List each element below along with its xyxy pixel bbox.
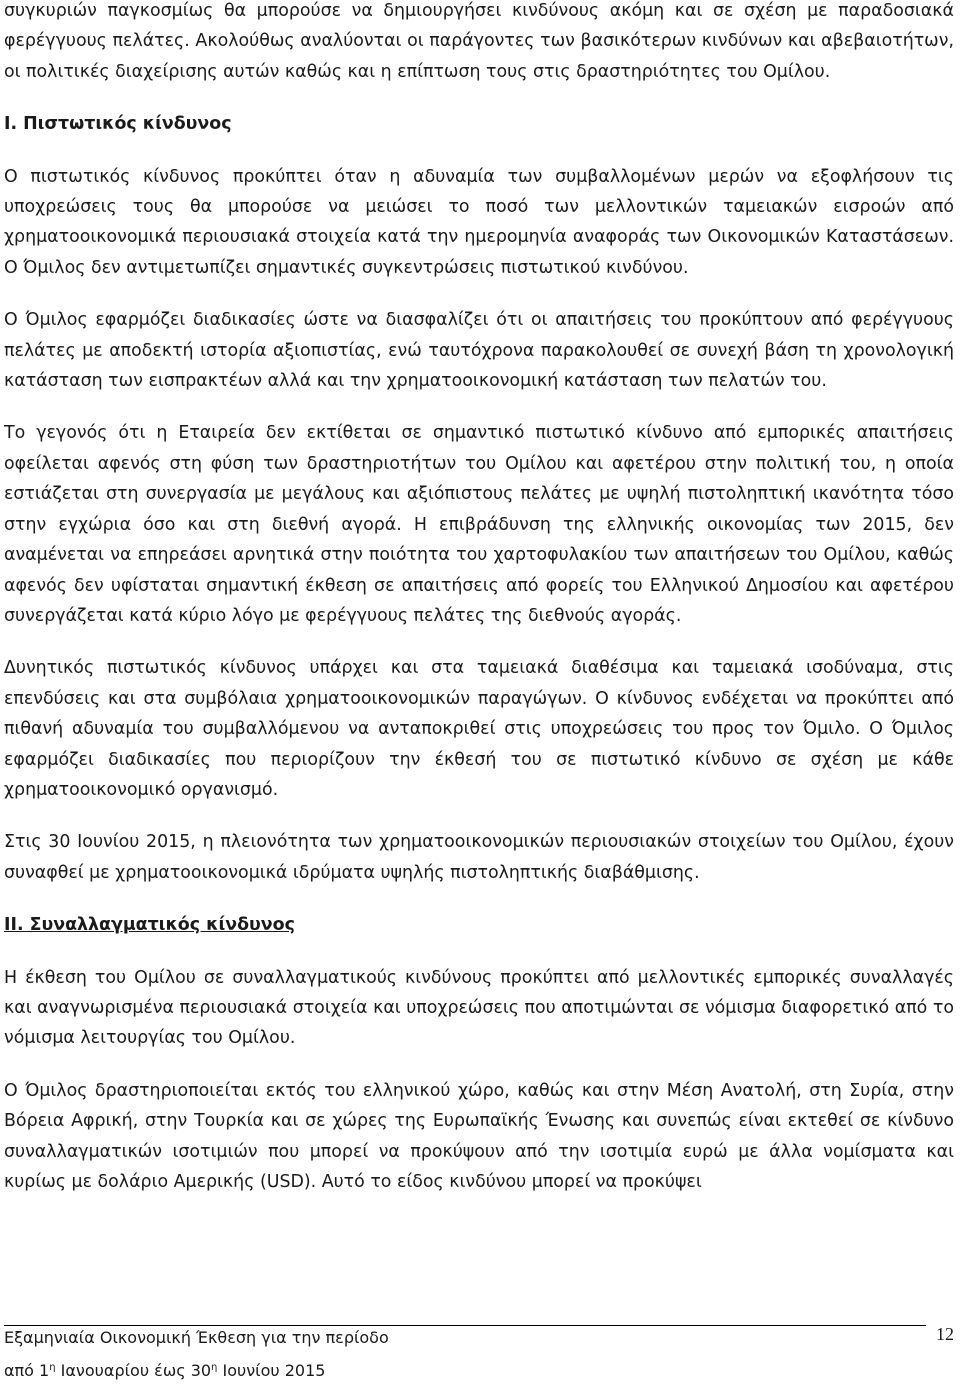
intro-paragraph: συγκυριών παγκοσμίως θα μπορούσε να δημιουργήσει κινδύνους ακόμη και σε σχέση με παραδοσιακά φερέγγυους πελάτες. Ακολούθως αναλύονται οι παράγοντες των βασικότερων κινδύνων και αβεβαιοτήτων, οι πολιτικές διαχείρισης αυτών καθώς και η επίπτωση τους στις δραστηριότητες του Ομίλου. <box>4 1 954 82</box>
document-page <box>4 0 954 1219</box>
footer-divider <box>4 1325 926 1326</box>
credit-risk-paragraph-4: Δυνητικός πιστωτικός κίνδυνος υπάρχει και στα ταμειακά διαθέσιμα και ταμειακά ισοδύναμα, στις επενδύσεις και στα συμβόλαια χρηματοοικονομικών παραγώγων. Ο κίνδυνος ενδέχεται να προκύπτει από πιθανή αδυναμία του συμβαλλόμενου να ανταποκριθεί στις υποχρεώσεις του προς τον Όμιλο. Ο Όμιλος εφαρμόζει διαδικασίες που περιορίζουν την έκθεσή του σε πιστωτικό κίνδυνο σε σχέση με κάθε χρηματοοικονομικό οργανισμό. <box>4 658 954 800</box>
credit-risk-paragraph-1: Ο πιστωτικός κίνδυνος προκύπτει όταν η αδυναμία των συμβαλλομένων μερών να εξοφλήσουν τις υποχρεώσεις τους θα μπορούσε να μειώσει το ποσό των μελλοντικών ταμειακών εισροών από χρηματοοικονομικά περιουσιακά στοιχεία κατά την ημερομηνία αναφοράς των Οικονομικών Καταστάσεων. Ο Όμιλος δεν αντιμετωπίζει σημαντικές συγκεντρώσεις πιστωτικού κινδύνου. <box>4 166 954 278</box>
page-number: 12 <box>936 1324 954 1344</box>
credit-risk-paragraph-2: Ο Όμιλος εφαρμόζει διαδικασίες ώστε να διασφαλίζει ότι οι απαιτήσεις του προκύπτουν από φερέγγυους πελάτες με αποδεκτή ιστορία αξιοπιστίας, ενώ ταυτόχρονα παρακολουθεί σε συνεχή βάση τη χρονολογική κατάσταση των εισπρακτέων αλλά και την χρηματοοικονομική κατάσταση των πελατών του. <box>4 310 954 392</box>
credit-risk-paragraph-5: Στις 30 Ιουνίου 2015, η πλειονότητα των χρηματοοικονομικών περιουσιακών στοιχείων του Ομίλου, έχουν συναφθεί με χρηματοοικονομικά ιδρύματα υψηλής πιστοληπτικής διαβάθμισης. <box>4 832 954 883</box>
footer-report-period: από $1^\eta$ Ιανουαρίου έως $30^\eta$ Ιουνίου 2015 <box>4 1361 326 1380</box>
fx-risk-paragraph-2: Ο Όμιλος δραστηριοποιείται εκτός του ελληνικού χώρο, καθώς και στην Μέση Ανατολή, στη Συρία, στην Βόρεια Αφρική, στην Τουρκία και σε χώρες της Ευρωπαϊκής Ένωσης και συνεπώς είναι εκτεθεί σε κίνδυνο συναλλαγματικών ισοτιμιών που μπορεί να προκύψουν από την ισοτιμία ευρώ με άλλα νομίσματα και κυρίως με δολάριο Αμερικής (USD). Αυτό το είδος κινδύνου μπορεί να προκύψει <box>4 1080 954 1192</box>
fx-risk-paragraph-1: Η έκθεση του Ομίλου σε συναλλαγματικούς κινδύνους προκύπτει από μελλοντικές εμπορικές συναλλαγές και αναγνωρισμένα περιουσιακά στοιχεία και υποχρεώσεις που αποτιμώνται σε νόμισμα διαφορετικό από το νόμισμα λειτουργίας του Ομίλου. <box>4 967 954 1049</box>
section-heading-credit-risk: I. Πιστωτικός κίνδυνος <box>4 114 232 135</box>
section-heading-fx-risk: II. Συναλλαγματικός κίνδυνος <box>4 915 295 936</box>
footer-report-title: Εξαμηνιαία Οικονομική Έκθεση για την περίοδο <box>4 1328 389 1347</box>
credit-risk-paragraph-3: Το γεγονός ότι η Εταιρεία δεν εκτίθεται σε σημαντικό πιστωτικό κίνδυνο από εμπορικές απαιτήσεις οφείλεται αφενός στη φύση των δραστηριοτήτων του Ομίλου και αφετέρου στην πολιτική του, η οποία εστιάζεται στη συνεργασία με μεγάλους και αξιόπιστους πελάτες με υψηλή πιστοληπτική ικανότητα τόσο στην εγχώρια όσο και στη διεθνή αγορά. Η επιβράδυνση της ελληνικής οικονομίας των 2015, δεν αναμένεται να επηρεάσει αρνητικά στην ποιότητα του χαρτοφυλακίου των απαιτήσεων του Ομίλου, καθώς αφενός δεν υφίσταται σημαντική έκθεση σε απαιτήσεις από φορείς του Ελληνικού Δημοσίου και αφετέρου συνεργάζεται κατά κύριο λόγο με φερέγγυους πελάτες της διεθνούς αγοράς. <box>4 423 954 626</box>
